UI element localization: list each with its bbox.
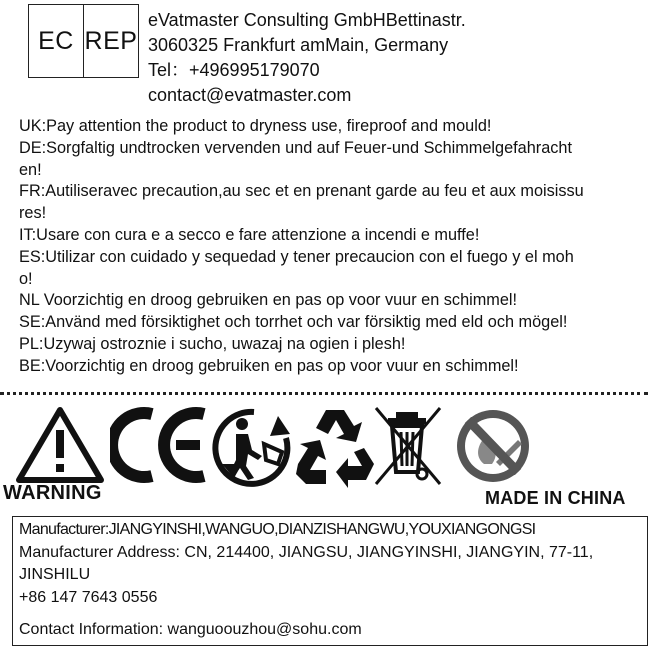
warning-text-block [19,116,639,378]
rep-label: REP [83,5,138,77]
triman-icon [206,404,292,488]
ec-rep-box [28,4,139,78]
manufacturer-name: Manufacturer:JIANGYINSHI,WANGUO,DIANZISHANGWU,YOUXIANGONGSI [19,521,536,538]
rep-phone-line: Tel：+496995179070 [148,60,320,80]
made-in-label: MADE IN CHINA [485,488,626,508]
ec-label: EC [38,26,74,55]
warning-triangle-icon [14,404,106,484]
warning-line: res! [19,204,47,223]
warning-line: DE:Sorgfaltig undtrocken vervenden und auf Feuer-und Schimmelgefahracht [19,138,572,157]
rep-email-line: contact@evatmaster.com [148,85,352,105]
warning-line: BE:Voorzichtig en droog gebruiken en pas op voor vuur en schimmel! [19,356,519,375]
rep-address-line: 3060325 Frankfurt amMain, Germany [148,35,449,55]
manufacturer-address-cont: JINSHILU [19,566,91,583]
warning-line: o! [19,269,33,288]
rep-company-line: eVatmaster Consulting GmbHBettinastr. [148,10,466,30]
manufacturer-contact: Contact Information: wanguoouzhou@sohu.com [19,621,362,638]
warning-line: SE:Använd med försiktighet och torrhet och var försiktig med eld och mögel! [19,313,568,332]
warning-line: PL:Uzywaj ostroznie i sucho, uwazaj na ogien i plesh! [19,334,406,353]
recycle-icon [290,404,380,490]
manufacturer-address: Manufacturer Address: CN, 214400, JIANGSU, JIANGYINSHI, JIANGYIN, 77-11, [19,543,594,561]
eu-representative-info [148,8,466,108]
manufacturer-info-box [12,516,648,646]
warning-line: IT:Usare con cura e a secco e fare attenzione a incendi e muffe! [19,225,480,244]
warning-line: ES:Utilizar con cuidado y sequedad y tener precaucion con el fuego y el moh [19,247,574,266]
dotted-divider [0,392,648,395]
no-fire-icon [444,404,542,488]
warning-label: WARNING [3,482,102,504]
warning-line: UK:Pay attention the product to dryness use, fireproof and mould! [19,117,492,135]
ce-mark-icon [110,404,210,484]
manufacturer-phone: +86 147 7643 0556 [19,588,158,606]
warning-line: NL Voorzichtig en droog gebruiken en pas op voor vuur en schimmel! [19,291,518,310]
warning-line: en! [19,160,42,179]
crossed-bin-icon [374,404,444,486]
warning-line: FR:Autiliseravec precaution,au sec et en prenant garde au feu et aux moisissu [19,182,584,201]
